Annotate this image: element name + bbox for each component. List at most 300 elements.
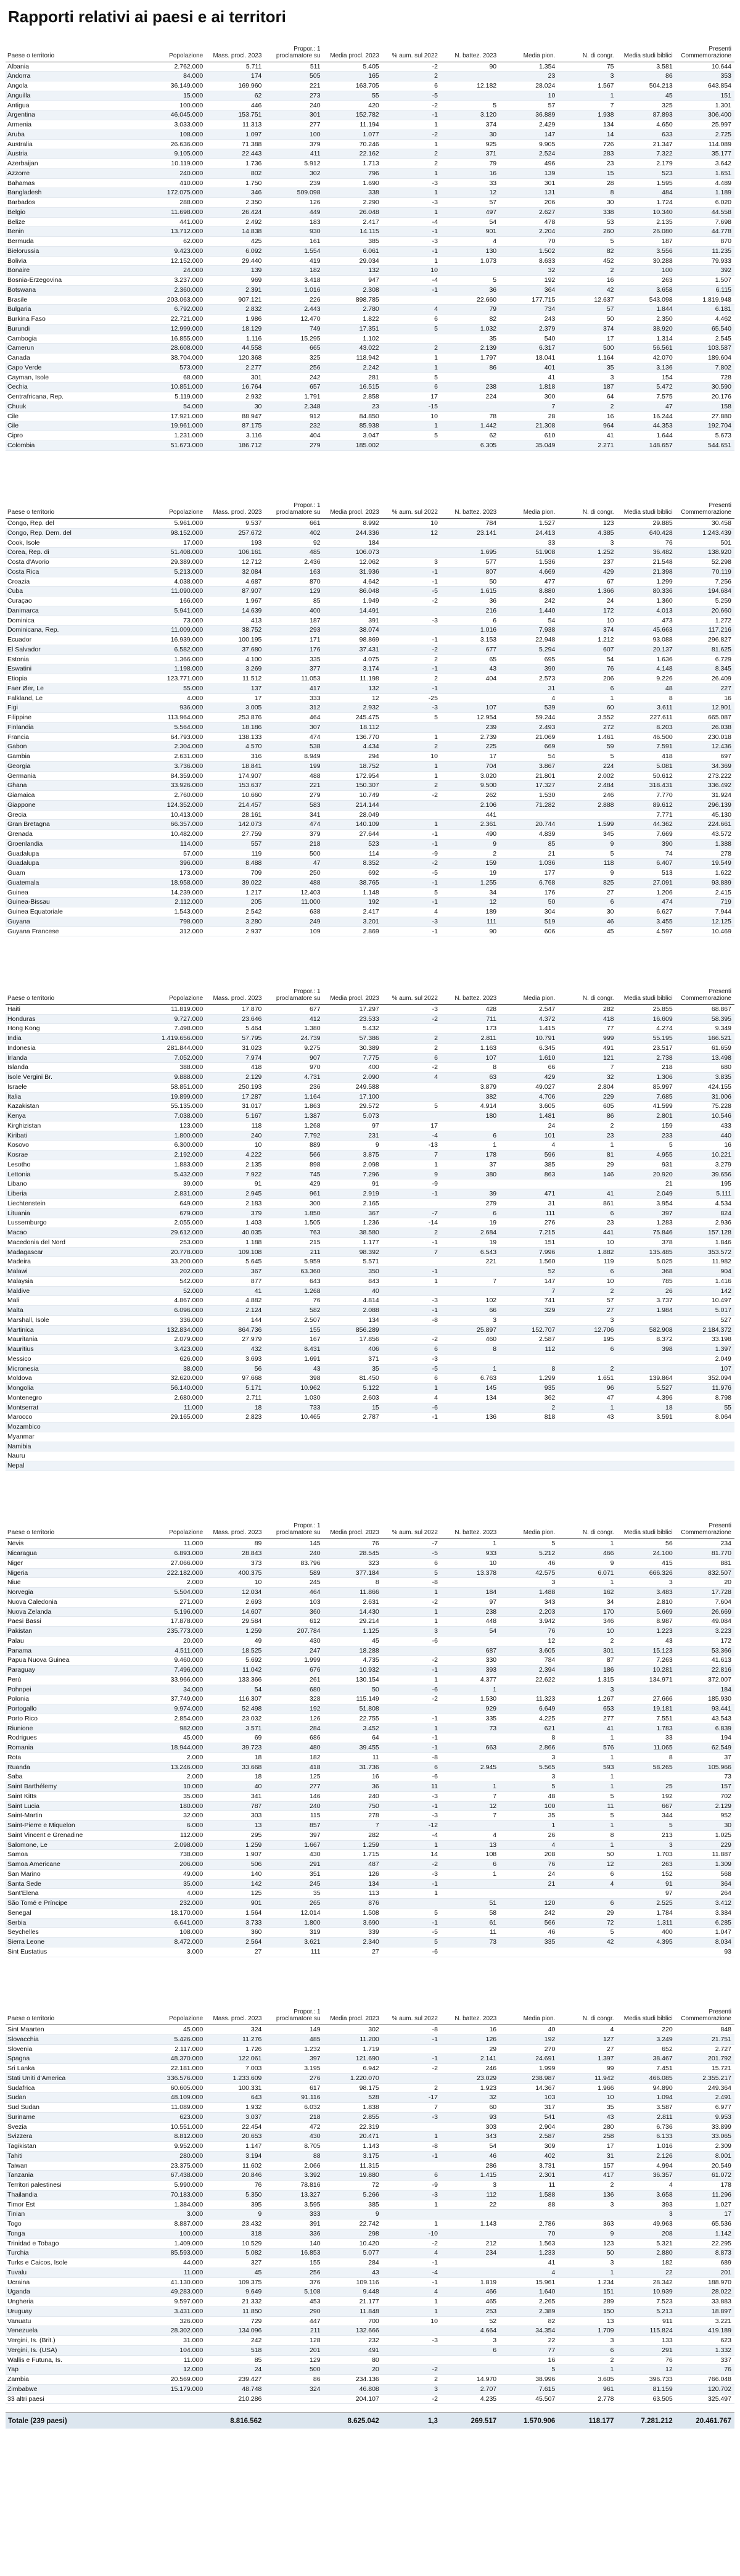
column-header: Media studi biblici [617,39,676,62]
cell-value: 477 [500,577,558,587]
cell-value: 1 [382,732,441,742]
cell-value: 2.804 [558,1082,617,1092]
cell-value: 1 [382,1588,441,1598]
cell-value: 98.392 [324,1247,382,1257]
cell-value: 17 [558,2142,617,2152]
cell-value: 45 [558,927,617,936]
cell-value: 48.748 [206,2384,265,2394]
cell-value: 7.685 [617,1092,676,1102]
table-row [6,1335,734,1345]
cell-value [382,548,441,558]
cell-value: 35 [265,1889,323,1899]
cell-value: 85.997 [617,1082,676,1092]
cell-value: 5.405 [324,62,382,72]
table-row [6,1092,734,1102]
cell-value: 657 [265,382,323,392]
cell-value: 1.850 [265,1208,323,1218]
cell-value: 188.970 [676,2277,734,2287]
cell-value: 59.244 [500,713,558,723]
cell-value: 2.524 [500,149,558,159]
column-header: Media studi biblici [617,1517,676,1539]
cell-value: 7.322 [617,149,676,159]
cell-value: 1.234 [558,2277,617,2287]
cell-value: 256 [265,363,323,373]
cell-value: 5 [500,1782,558,1792]
cell-value: 542.000 [147,1276,206,1286]
cell-value: 69 [206,1733,265,1743]
cell-value: 17 [441,752,500,762]
cell-value: 10 [382,2316,441,2326]
cell-value: -4 [382,2268,441,2277]
cell-value: 50 [558,2248,617,2258]
table-row [6,1617,734,1627]
table-row [6,1296,734,1306]
table-row [6,139,734,149]
cell-value: 23.141 [441,528,500,538]
cell-value: 2.786 [500,2219,558,2229]
cell-value: 9.649 [206,2287,265,2297]
cell-value: 142.073 [206,820,265,830]
cell-value: 67.438.000 [147,2171,206,2181]
cell-value: 9.423.000 [147,246,206,256]
country-name: Territori palestinesi [6,2181,147,2190]
table-row [6,2345,734,2355]
cell-value: 194.684 [676,587,734,597]
cell-value: 76 [617,2355,676,2365]
cell-value: 186.712 [206,440,265,450]
cell-value: 2.124 [206,1306,265,1316]
cell-value: 4.000 [147,1889,206,1899]
cell-value: 5.564.000 [147,722,206,732]
cell-value: 106.161 [206,548,265,558]
cell-value: 11.296 [676,2190,734,2200]
table-row [6,1714,734,1724]
cell-value: 8.633 [500,256,558,266]
column-header: Propor.: 1 proclamatore su [265,982,323,1004]
cell-value: 374 [441,120,500,130]
table-row [6,2306,734,2316]
cell-value: 7 [500,402,558,411]
table-row [6,1208,734,1218]
cell-value: 40.035 [206,1228,265,1238]
cell-value: 418 [617,752,676,762]
cell-value: 159 [617,1121,676,1131]
cell-value: 46.045.000 [147,110,206,120]
cell-value: 316 [206,752,265,762]
cell-value: 22.948 [500,635,558,645]
cell-value: 1.301 [676,101,734,110]
cell-value: 901 [206,1899,265,1909]
cell-value: 2 [382,159,441,169]
cell-value: 4 [500,1141,558,1150]
column-header: Popolazione [147,2003,206,2025]
cell-value: -8 [382,1315,441,1325]
cell-value: 4.013 [617,606,676,616]
cell-value: 2.139 [441,344,500,353]
cell-value: 336 [265,2229,323,2239]
cell-value: 281.844.000 [147,1043,206,1053]
cell-value: 3.879 [441,1082,500,1092]
cell-value: 17 [558,334,617,344]
cell-value: 22.816 [676,1666,734,1675]
table-row [6,1364,734,1374]
cell-value: 43 [265,1364,323,1374]
cell-value: 242 [500,597,558,606]
cell-value: 184 [324,538,382,548]
country-name: Nauru [6,1451,147,1461]
cell-value: 43.022 [324,344,382,353]
table-row [6,62,734,72]
cell-value: 4 [558,2025,617,2035]
cell-value: 726 [558,139,617,149]
cell-value: 749 [265,324,323,334]
country-name: Sint Maarten [6,2025,147,2035]
cell-value: 1.232 [265,2044,323,2054]
country-name: Saba [6,1772,147,1782]
column-header: Paese o territorio [6,982,147,1004]
cell-value: 750 [324,1801,382,1811]
cell-value: 88 [500,2200,558,2210]
cell-value: 3.005 [206,703,265,713]
cell-value: -2 [382,130,441,139]
cell-value: 178 [441,1150,500,1160]
table-row [6,256,734,266]
cell-value: 75.228 [676,1102,734,1112]
cell-value: 1.440 [500,606,558,616]
cell-value: 734 [500,305,558,315]
table-row [6,1704,734,1714]
country-name: Saint-Martin [6,1811,147,1821]
cell-value: 2.760.000 [147,791,206,801]
country-name: Papua Nuova Guinea [6,1656,147,1666]
cell-value: 4.731 [265,1073,323,1083]
column-header: Propor.: 1 proclamatore su [265,2003,323,2025]
cell-value: 20.744 [500,820,558,830]
cell-value: 26 [500,1830,558,1840]
cell-value: 18.112 [324,722,382,732]
table-row [6,606,734,616]
cell-value: 3.658 [617,285,676,295]
cell-value: 9.500 [441,781,500,791]
cell-value: -5 [382,1549,441,1559]
cell-value: 4.225 [500,1714,558,1724]
country-name: Messico [6,1354,147,1364]
cell-value: 283 [558,149,617,159]
cell-value: 57 [558,1296,617,1306]
cell-value: 1.148 [324,888,382,898]
cell-value: -3 [382,237,441,247]
cell-value: 3.047 [324,431,382,441]
cell-value: 5 [500,2365,558,2375]
cell-value: 2.491 [676,2093,734,2103]
cell-value: 8 [617,1752,676,1762]
cell-value: 54 [500,752,558,762]
cell-value: 16.853 [265,2248,323,2258]
cell-value: 35.177 [676,149,734,159]
table-row [6,2103,734,2113]
cell-value: 11.065 [617,1743,676,1753]
cell-value: 51.908 [500,548,558,558]
cell-value: 8 [441,1345,500,1355]
cell-value: 20.846 [206,2171,265,2181]
cell-value: -5 [382,91,441,101]
cell-value [500,1889,558,1899]
cell-value: 2.079.000 [147,1335,206,1345]
cell-value: 97.668 [206,1374,265,1384]
cell-value: 11.009.000 [147,625,206,635]
table-row [6,120,734,130]
table-row [6,800,734,810]
cell-value: 413 [206,616,265,625]
cell-value: 33 [441,178,500,188]
country-name: Zambia [6,2375,147,2385]
cell-value: 491 [558,1043,617,1053]
cell-value: 8 [441,1063,500,1073]
cell-value: 402 [265,528,323,538]
cell-value: 34.369 [676,761,734,771]
cell-value: 15.721 [676,2064,734,2074]
cell-value: 9.105.000 [147,149,206,159]
cell-value: 11.976 [676,1384,734,1393]
cell-value: 28 [558,178,617,188]
cell-value: 12.712 [206,558,265,568]
cell-value: 112.000 [147,1830,206,1840]
cell-value [382,2073,441,2083]
cell-value: 2.738 [617,1053,676,1063]
total-value: 20.461.767 [696,2417,731,2425]
cell-value: 44.778 [676,227,734,237]
table-row [6,2365,734,2375]
cell-value: 103 [265,1597,323,1607]
cell-value: 140 [265,2239,323,2248]
cell-value: 41.613 [676,1656,734,1666]
cell-value: 7 [441,1276,500,1286]
table-row [6,587,734,597]
cell-value: 37 [676,1752,734,1762]
cell-value: 607 [558,645,617,654]
country-name: Martinica [6,1325,147,1335]
cell-value: 201.792 [676,2054,734,2064]
country-name: Grecia [6,810,147,820]
cell-value: 13 [558,2316,617,2326]
cell-value: 16 [676,1141,734,1150]
cell-value: 6 [558,683,617,693]
table-row [6,2190,734,2200]
cell-value: 373 [206,1558,265,1568]
cell-value: 204.107 [324,2394,382,2404]
cell-value: 6 [382,1053,441,1063]
cell-value: 3 [558,538,617,548]
cell-value: 129 [265,2355,323,2365]
cell-value [617,1364,676,1374]
cell-value: 85.938 [324,421,382,431]
table-row [6,227,734,237]
cell-value: -1 [382,246,441,256]
cell-value: 9 [206,2210,265,2219]
cell-value: 378 [617,1237,676,1247]
cell-value: 103.587 [676,344,734,353]
cell-value: 12.637 [558,295,617,305]
cell-value: 538 [265,742,323,752]
table-row [6,791,734,801]
cell-value: 2.112.000 [147,898,206,907]
cell-value: 4.994 [617,2161,676,2171]
cell-value: 65.540 [676,324,734,334]
cell-value: 20.549 [676,2161,734,2171]
country-name: Bahamas [6,178,147,188]
cell-value: 1 [382,168,441,178]
cell-value: 76 [206,2181,265,2190]
table-row [6,1121,734,1131]
cell-value: 6 [382,382,441,392]
cell-value: 9.727.000 [147,1014,206,1024]
cell-value: 41 [558,1724,617,1733]
table-row [6,2277,734,2287]
country-name: Kosovo [6,1141,147,1150]
country-name: Botswana [6,285,147,295]
country-name: Malaysia [6,1276,147,1286]
cell-value: 472 [265,2122,323,2132]
cell-value: 8 [500,1733,558,1743]
country-name: Belize [6,217,147,227]
cell-value: 27.880 [676,411,734,421]
cell-value: 3.279 [676,1160,734,1170]
cell-value: 649.000 [147,1199,206,1208]
cell-value: 91 [617,1879,676,1889]
cell-value: 1.164 [558,353,617,363]
cell-value: 2 [382,72,441,81]
cell-value: 66.357.000 [147,820,206,830]
cell-value: 3.020 [441,771,500,781]
cell-value: 31.924 [676,791,734,801]
cell-value: 240 [265,1549,323,1559]
country-name: El Salvador [6,645,147,654]
cell-value: 12 [382,528,441,538]
cell-value: 7.296 [324,1170,382,1179]
cell-value [441,1636,500,1646]
cell-value: 49 [206,1636,265,1646]
cell-value: 3.736.000 [147,761,206,771]
cell-value: 27.759 [206,830,265,840]
cell-value: 1.267 [558,1695,617,1704]
cell-value: 172.075.000 [147,188,206,198]
cell-value: 73 [441,1938,500,1947]
table-row [6,781,734,791]
cell-value: 158 [676,402,734,411]
cell-value: 676 [265,1666,323,1675]
cell-value: 10 [558,1276,617,1286]
cell-value: 215 [265,1237,323,1247]
cell-value: 120 [500,1899,558,1909]
table-row [6,315,734,324]
table-row [6,1014,734,1024]
country-name: Portogallo [6,1704,147,1714]
cell-value: 30.288 [617,256,676,266]
cell-value: -1 [382,839,441,849]
cell-value: 2.135 [206,1160,265,1170]
cell-value: 13 [206,1821,265,1831]
cell-value: 58.851.000 [147,1082,206,1092]
cell-value: 294 [324,752,382,762]
country-name: Guatemala [6,878,147,888]
table-row [6,1743,734,1753]
cell-value: 33 [500,538,558,548]
cell-value: 187 [617,237,676,247]
table-row [6,2229,734,2239]
cell-value: 108 [441,1850,500,1860]
cell-value: 23 [324,402,382,411]
cell-value: 3.221 [676,2316,734,2326]
cell-value: 11.200 [324,2034,382,2044]
country-name: Dominica [6,616,147,625]
cell-value: 14.239.000 [147,888,206,898]
cell-value: 124.352.000 [147,800,206,810]
total-value: 269.517 [471,2417,497,2425]
country-name: Cile [6,411,147,421]
cell-value: 57 [441,198,500,208]
cell-value: 4.687 [206,577,265,587]
country-name: Tahiti [6,2151,147,2161]
table-row [6,577,734,587]
cell-value: 5 [382,1568,441,1578]
country-name: Capo Verde [6,363,147,373]
cell-value: 17 [206,693,265,703]
country-name: Isole Vergini Br. [6,1073,147,1083]
cell-value: 2.854.000 [147,1714,206,1724]
cell-value: 969 [206,276,265,286]
cell-value: 1.784 [617,1908,676,1918]
cell-value: 70 [500,237,558,247]
cell-value: 10 [206,1141,265,1150]
table-row [6,683,734,693]
table-row [6,1588,734,1598]
cell-value [558,1432,617,1442]
table-row [6,820,734,830]
cell-value: 323 [324,1558,382,1568]
cell-value: 239.427 [206,2375,265,2385]
cell-value: 415 [617,1558,676,1568]
cell-value: 1 [382,761,441,771]
country-name: India [6,1034,147,1044]
cell-value: 9.888.000 [147,1073,206,1083]
cell-value: 418 [265,1762,323,1772]
cell-value: 3 [382,1627,441,1637]
cell-value: -1 [382,898,441,907]
cell-value: 2.308 [324,285,382,295]
cell-value: 1 [558,1821,617,1831]
cell-value: 12 [441,1801,500,1811]
cell-value: 3.693 [206,1354,265,1364]
cell-value: -1 [382,830,441,840]
cell-value: 8 [558,1830,617,1840]
cell-value: 256 [265,2268,323,2277]
cell-value: 6 [558,1869,617,1879]
country-name: Ucraina [6,2277,147,2287]
country-name: Belgio [6,207,147,217]
cell-value: 2.348 [265,402,323,411]
cell-value: -1 [382,1666,441,1675]
header-row [6,39,734,62]
table-row [6,188,734,198]
cell-value: 49.084 [676,1617,734,1627]
cell-value [382,1899,441,1909]
cell-value: 4.274 [617,1024,676,1034]
cell-value: 183 [265,217,323,227]
cell-value: 7.802 [676,363,734,373]
cell-value: 236 [265,1082,323,1092]
cell-value: 1.272 [676,616,734,625]
cell-value [558,1442,617,1451]
